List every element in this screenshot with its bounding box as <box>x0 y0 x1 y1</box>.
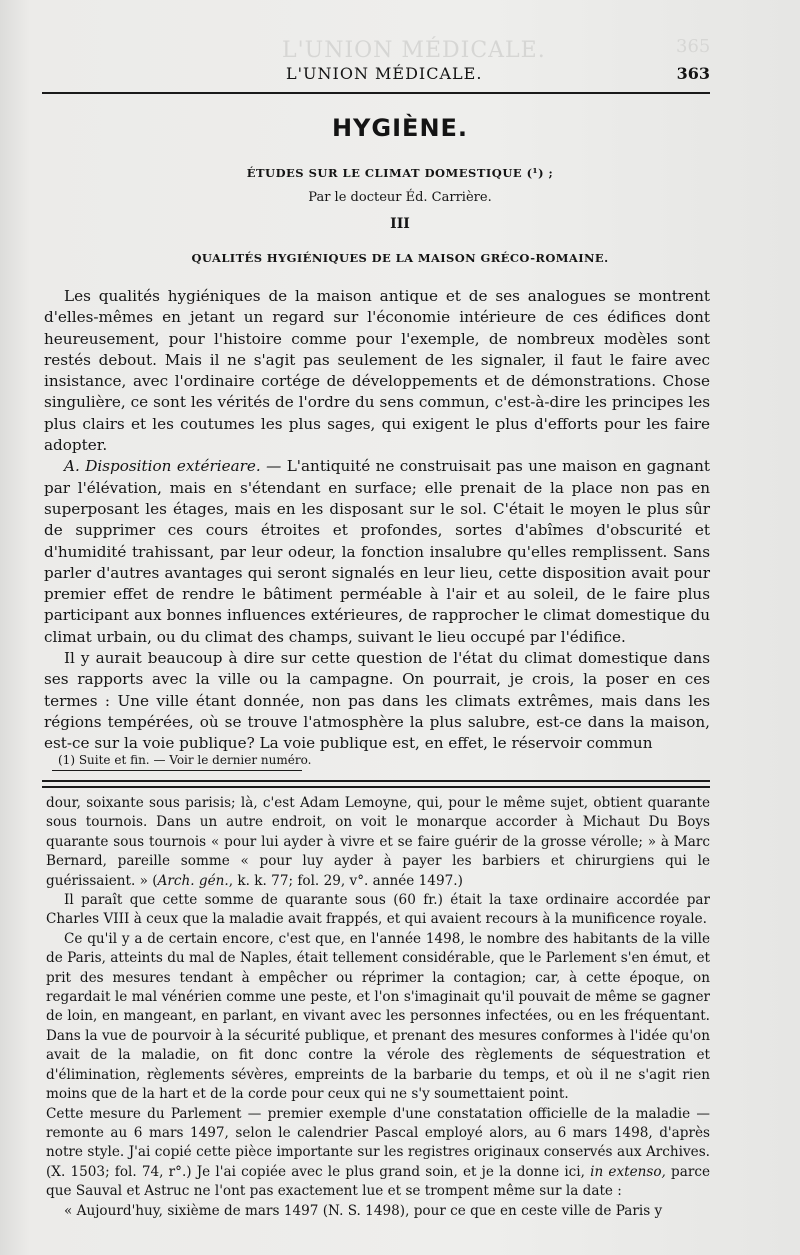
part-heading: QUALITÉS HYGIÉNIQUES DE LA MAISON GRÉCO-ROMAINE. <box>191 251 609 265</box>
paragraph <box>46 1105 710 1202</box>
section-title: HYGIÈNE. <box>331 114 469 142</box>
paragraph: Les qualités hygiéniques de la maison antique et de ses analogues se montrent d'elles-mêmes en jetant un regard sur l'économie intérieure de ces édifices dont heureusement, pour l'histoire comme pour l'exemple, de nombreux modèles sont restés debout. Mais il ne s'agit pas seulement de les signaler, il faut le faire avec insistance, avec l'ordinaire cortége de développements et de démonstrations. Chose singulière, ce sont les vérités de l'ordre du sens commun, c'est-à-dire les principes les plus clairs et les coutumes les plus sages, qui exigent le plus d'efforts pour les faire adopter. <box>44 287 710 455</box>
running-head <box>42 64 710 88</box>
paragraph-text: Cette mesure du Parlement — premier exemple d'une constatation officielle de la maladie — remonte au 6 mars 1497, selon le calendrier Pascal employé alors, au 6 mars 1498, d'après notre style. J'ai copié cette pièce importante sur les registres originaux conservés aux Archives. (X. 1503; fol. 74, r°.) Je l'ai copiée avec le plus grand soin, et je la donne ici, <box>46 1105 710 1180</box>
paragraph <box>46 794 710 891</box>
article-body <box>44 286 710 755</box>
article-author: Par le docteur Éd. Carrière. <box>308 190 492 205</box>
separator-rule <box>42 786 710 788</box>
paragraph-label: A. Disposition extérieare. — <box>64 457 282 476</box>
bleed-through-number: 365 <box>676 36 711 57</box>
page-number: 363 <box>676 64 710 83</box>
separator-rule <box>42 780 710 782</box>
journal-title: L'UNION MÉDICALE. <box>286 64 483 83</box>
citation-italic: Arch. gén. <box>157 872 229 889</box>
part-number: III <box>390 216 410 232</box>
bleed-through-title: L'UNION MÉDICALE. <box>282 38 546 63</box>
paragraph <box>44 456 710 648</box>
paragraph-tail: parce que Sauval et Astruc ne l'ont pas exactement lue et se trompent même sur la date : <box>46 1163 710 1200</box>
article-subtitle: ÉTUDES SUR LE CLIMAT DOMESTIQUE (¹) ; <box>246 166 554 180</box>
paragraph: Il y aurait beaucoup à dire sur cette question de l'état du climat domestique dans ses rapports avec la ville ou la campagne. On pourrait, je crois, la poser en ces termes : Une ville étant donnée, non pas dans les climats extrêmes, mais dans les régions tempérées, où se trouve l'atmosphère la plus salubre, est-ce dans la maison, est-ce sur la voie publique? La voie publique est, en effet, le réservoir commun <box>44 649 710 753</box>
paragraph-text: dour, soixante sous parisis; là, c'est Adam Lemoyne, qui, pour le même sujet, obtient quarante sous tournois. Dans un autre endroit, on voit le monarque accorder à Michaut Du Boys quarante sous tournois « pour lui ayder à vivre et se faire guérir de la grosse vérolle; » à Marc Bernard, pareille somme « pour luy ayder à payer les barbiers et chirurgiens qui le guérissaient. » ( <box>46 795 710 889</box>
paragraph: Il paraît que cette somme de quarante sous (60 fr.) était la taxe ordinaire accordée par Charles VIII à ceux que la maladie avait frappés, et qui avaient recours à la munificence royale. <box>46 892 710 928</box>
citation-text: , k. k. 77; fol. 29, v°. année 1497.) <box>228 872 463 889</box>
paragraph: Ce qu'il y a de certain encore, c'est que, en l'année 1498, le nombre des habitants de la ville de Paris, atteints du mal de Naples, était tellement considérable, que le Parlement s'en émut, et prit des mesures tendant à empêcher ou réprimer la contagion; car, à cette époque, on regardait le mal vénérien comme une peste, et l'on s'imaginait qu'il pouvait de même se gagner de loin, en mangeant, en parlant, en vivant avec les personnes infectées, ou en les fréquentant. Dans la vue de pourvoir à la sécurité publique, et prenant des mesures conformes à l'idée qu'on avait de la maladie, on fit donc contre la vérole des règlements de séquestration et d'élimination, règlements sévères, empreints de la barbarie du temps, et où il ne s'agit rien moins que de la hart et de la corde pour ceux qui ne s'y soumettaient point. <box>46 930 710 1103</box>
paragraph-text: L'antiquité ne construisait pas une maison en gagnant par l'élévation, mais en s'étendant en surface; elle prenait de la place non pas en superposant les étages, mais en les disposant sur le sol. C'était le moyen le plus sûr de supprimer ces cours étroites et profondes, sortes d'abîmes d'obscurité et d'humidité trahissant, par leur odeur, la fonction insalubre qu'elles remplissent. Sans parler d'autres avantages qui seront signalés en leur lieu, cette disposition avait pour premier effet de rendre le bâtiment perméable à l'air et au soleil, de le faire plus participant aux bonnes influences extérieures, de rapprocher le climat domestique du climat urbain, ou du climat des champs, suivant le lieu occupé par l'édifice. <box>44 457 710 646</box>
in-extenso: in extenso, <box>590 1163 666 1180</box>
paragraph: « Aujourd'huy, sixième de mars 1497 (N. S. 1498), pour ce que en ceste ville de Paris y <box>64 1202 663 1219</box>
footnote-rule <box>52 770 302 771</box>
footnote: (1) Suite et fin. — Voir le dernier numéro. <box>58 753 312 767</box>
feuilleton-text <box>46 794 710 1221</box>
header-rule <box>42 92 710 94</box>
